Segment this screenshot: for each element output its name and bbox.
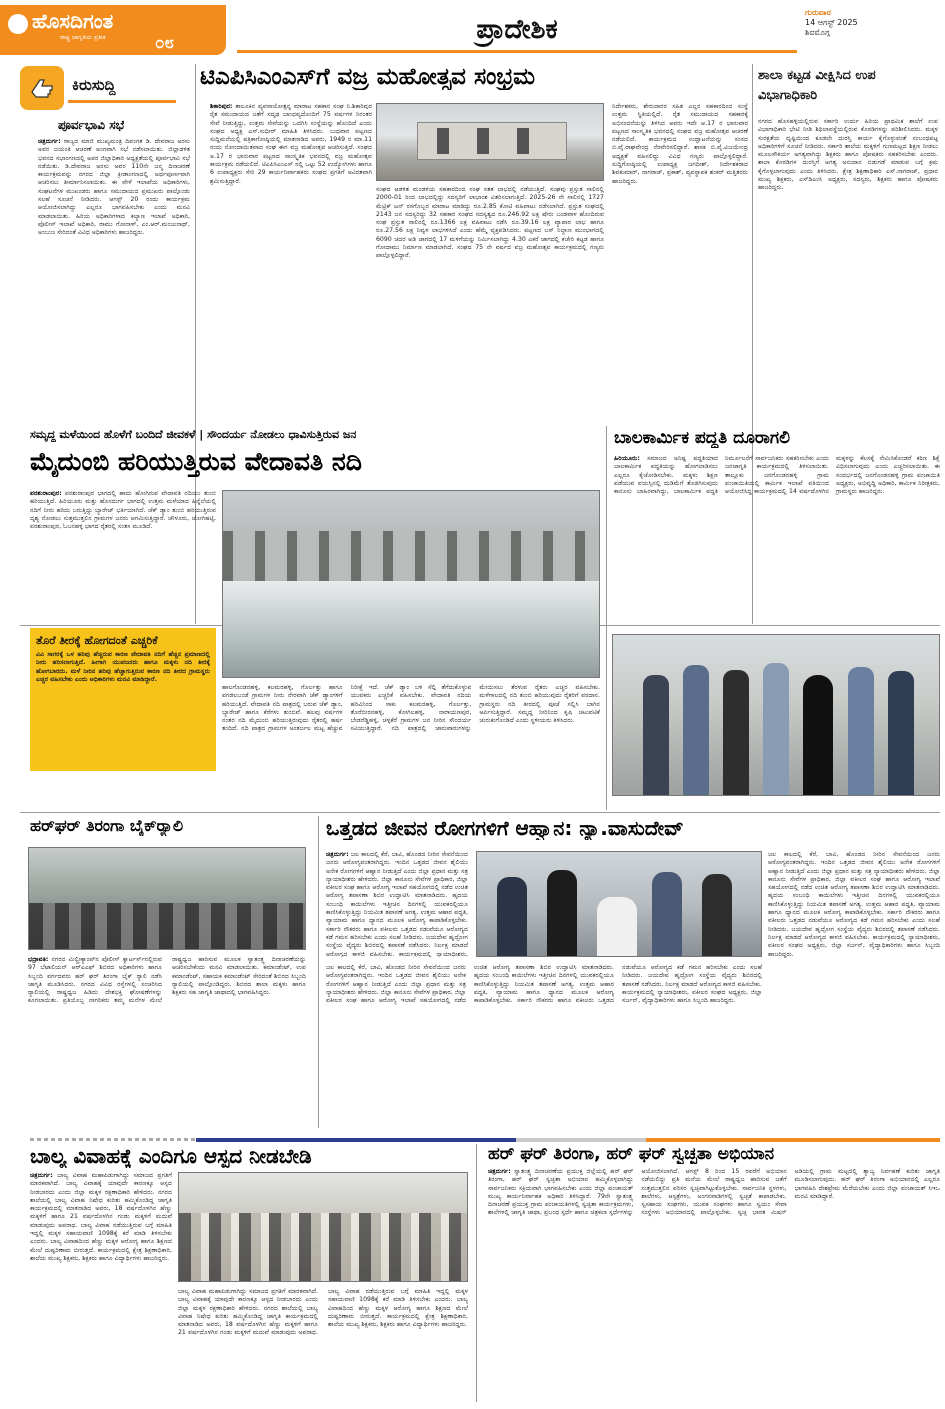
a2-body: ನಗರದ ಹೊಸಹಳ್ಳಿಯಲ್ಲಿರುವ ಸರ್ಕಾರಿ ಉರ್ದು ಹಿರಿಯ ಪ್ರಾಥಮಿಕ ಶಾಲೆಗೆ ಉಪ ವಿಭಾಗಾಧಿಕಾರಿ ಭೇಟಿ ನೀಡಿ ಶಿಥಿಲಾವಸ್ಥೆಯಲ್ಲಿರುವ ಕೊಠಡಿಗಳನ್ನು ಪರಿಶೀಲಿಸಿದರು. ಮಕ್ಕಳ ಸುರಕ್ಷತೆಯ ದೃಷ್ಟಿಯಿಂದ ಕೂಡಲೇ ದುರಸ್ತಿ ಕಾರ್ಯ ಕೈಗೊಳ್ಳುವಂತೆ ಸಂಬಂಧಪಟ್ಟ ಅಧಿಕಾರಿಗಳಿಗೆ ಸೂಚನೆ ನೀಡಿದರು. ಸರ್ಕಾರಿ ಶಾಲೆಯ ಮಕ್ಕಳಿಗೆ ಗುಣಮಟ್ಟದ ಶಿಕ್ಷಣ ನೀಡಲು ಮೂಲಸೌಕರ್ಯ ಅಗತ್ಯವಾಗಿದ್ದು ಶಿಕ್ಷಕರು ಹಾಗೂ ಪೋಷಕರು ಸಹಕರಿಸಬೇಕು ಎಂದರು. ಶಾಲಾ ಕೊಠಡಿಗಳ ದುರಸ್ತಿಗೆ ಅಗತ್ಯ ಅನುದಾನ ಬಿಡುಗಡೆ ಮಾಡುವ ಬಗ್ಗೆ ಕ್ರಮ ಕೈಗೊಳ್ಳಲಾಗುವುದು ಎಂದು ತಿಳಿಸಿದರು. ಕ್ಷೇತ್ರ ಶಿಕ್ಷಣಾಧಿಕಾರಿ ಎಸ್.ನಾಗರಾಜ್, ಪ್ರಧಾನ ಮುಖ್ಯ ಶಿಕ್ಷಕರು, ಎಸ್‌ಡಿಎಂಸಿ ಅಧ್ಯಕ್ಷರು, ಸದಸ್ಯರು, ಶಿಕ್ಷಕರು ಹಾಗೂ ಪೋಷಕರು ಹಾಜರಿದ್ದರು. <box>758 118 938 192</box>
a7-bottom: ಬಾಲ್ಯ ವಿವಾಹ ಮಹಾಪಿಡುಗಾಗಿದ್ದು ಸಮಾಜದ ಪ್ರಗತಿಗೆ ಮಾರಕವಾಗಿದೆ. ಬಾಲ್ಯ ವಿವಾಹಕ್ಕೆ ಯಾವುದೇ ಕಾರಣಕ್ಕೂ ಆಸ್ಪದ ನೀಡಬಾರದು ಎಂದು ಜಿಲ್ಲಾ ಮಕ್ಕಳ ರಕ್ಷಣಾಧಿಕಾರಿ ಹೇಳಿದರು. ನಗರದ ಶಾಲೆಯಲ್ಲಿ ಬಾಲ್ಯ ವಿವಾಹ ನಿಷೇಧ ಕುರಿತು ಹಮ್ಮಿಕೊಂಡಿದ್ದ ಜಾಗೃತಿ ಕಾರ್ಯಕ್ರಮದಲ್ಲಿ ಮಾತನಾಡಿದ ಅವರು, 18 ವರ್ಷದೊಳಗಿನ ಹೆಣ್ಣು ಮಕ್ಕಳಿಗೆ ಹಾಗೂ 21 ವರ್ಷದೊಳಗಿನ ಗಂಡು ಮಕ್ಕಳಿಗೆ ಮದುವೆ ಮಾಡುವುದು ಅಪರಾಧ. ಬಾಲ್ಯ ವಿವಾಹ ನಡೆಯುತ್ತಿರುವ ಬಗ್ಗೆ ಮಾಹಿತಿ ಇದ್ದಲ್ಲಿ ಮಕ್ಕಳ ಸಹಾಯವಾಣಿ 1098ಕ್ಕೆ ಕರೆ ಮಾಡಿ ತಿಳಿಸಬೇಕು ಎಂದರು. ಬಾಲ್ಯ ವಿವಾಹದಿಂದ ಹೆಣ್ಣು ಮಕ್ಕಳ ಆರೋಗ್ಯ ಹಾಗೂ ಶಿಕ್ಷಣದ ಮೇಲೆ ದುಷ್ಪರಿಣಾಮ ಬೀರುತ್ತದೆ. ಕಾರ್ಯಕ್ರಮದಲ್ಲಿ ಕ್ಷೇತ್ರ ಶಿಕ್ಷಣಾಧಿಕಾರಿ, ಶಾಲೆಯ ಮುಖ್ಯ ಶಿಕ್ಷಕರು, ಶಿಕ್ಷಕರು ಹಾಗೂ ವಿದ್ಯಾರ್ಥಿಗಳು ಹಾಜರಿದ್ದರು. <box>178 1288 468 1337</box>
dateline-box <box>805 8 940 53</box>
a4-body <box>614 455 940 630</box>
a3-warning-box <box>30 628 216 771</box>
a8-text: ಸ್ವಾತಂತ್ರ್ಯ ದಿನಾಚರಣೆಯ ಪ್ರಯುಕ್ತ ಜಿಲ್ಲೆಯಲ್ಲಿ ಹರ್ ಘರ್ ತಿರಂಗಾ, ಹರ್ ಘರ್ ಸ್ವಚ್ಛತಾ ಅಭಿಯಾನ ಹಮ್ಮಿಕೊಳ್ಳಲಾಗಿದ್ದು ಸಾರ್ವಜನಿಕರು ಸಕ್ರಿಯವಾಗಿ ಭಾಗವಹಿಸಬೇಕು ಎಂದು ಜಿಲ್ಲಾ ಪಂಚಾಯತ್ ಮುಖ್ಯ ಕಾರ್ಯನಿರ್ವಾಹಕ ಅಧಿಕಾರಿ ತಿಳಿಸಿದ್ದಾರೆ. 79ನೇ ಸ್ವಾತಂತ್ರ್ಯ ದಿನಾಚರಣೆ ಪ್ರಯುಕ್ತ ಗ್ರಾಮ ಪಂಚಾಯತಿಗಳಲ್ಲಿ ಸ್ವಚ್ಛತಾ ಕಾರ್ಯಕ್ರಮಗಳು, ಶಾಲೆಗಳಲ್ಲಿ ಜಾಗೃತಿ ಜಾಥಾ, ಪ್ರಬಂಧ ಸ್ಪರ್ಧೆ ಹಾಗೂ ಚಿತ್ರಕಲಾ ಸ್ಪರ್ಧೆಗಳನ್ನು ಆಯೋಜಿಸಲಾಗಿದೆ. ಆಗಸ್ಟ್ 8 ರಿಂದ 15 ರವರೆಗೆ ಅಭಿಯಾನ ನಡೆಯಲಿದ್ದು ಪ್ರತಿ ಮನೆಯ ಮೇಲೆ ರಾಷ್ಟ್ರಧ್ವಜ ಹಾರಿಸುವ ಜತೆಗೆ ಸುತ್ತಮುತ್ತಲಿನ ಪರಿಸರ ಸ್ವಚ್ಛವಾಗಿಟ್ಟುಕೊಳ್ಳಬೇಕು. ಸಾರ್ವಜನಿಕ ಸ್ಥಳಗಳು, ಶಾಲೆಗಳು, ಆಸ್ಪತ್ರೆಗಳು, ಅಂಗನವಾಡಿಗಳಲ್ಲಿ ಸ್ವಚ್ಛತೆ ಕಾಪಾಡಬೇಕು. ಸ್ವಸಹಾಯ ಸಂಘಗಳು, ಯುವಕ ಸಂಘಗಳು ಹಾಗೂ ಸ್ವಯಂ ಸೇವಾ ಸಂಸ್ಥೆಗಳು ಅಭಿಯಾನದಲ್ಲಿ ಪಾಲ್ಗೊಳ್ಳಬೇಕು. ಸ್ವಚ್ಛ ಭಾರತ ಮಿಷನ್ ಅಡಿಯಲ್ಲಿ ಗ್ರಾಮ ಮಟ್ಟದಲ್ಲಿ ತ್ಯಾಜ್ಯ ನಿರ್ವಹಣೆ ಕುರಿತು ಜಾಗೃತಿ ಮೂಡಿಸಲಾಗುವುದು. ಹರ್ ಘರ್ ತಿರಂಗಾ ಅಭಿಯಾನದಲ್ಲಿ ಎಲ್ಲರೂ ಭಾಗವಹಿಸಿ ದೇಶಪ್ರೇಮ ಮೆರೆಯಬೇಕು ಎಂದು ಜಿಲ್ಲಾ ಪಂಚಾಯತ್ ಸಿಇಒ ಮನವಿ ಮಾಡಿದ್ದಾರೆ. <box>488 1168 940 1217</box>
a1-headline: ಟಿಎಪಿಸಿಎಂಎಸ್‌ಗೆ ವಜ್ರ ಮಹೋತ್ಸವ ಸಂಭ್ರಮ <box>200 64 535 90</box>
a4-text: ಸಮಾಜದ ಅನಿಷ್ಟ ಪದ್ಧತಿಯಾದ ಬಾಲಕಾರ್ಮಿಕ ಪದ್ಧತಿಯನ್ನು ಹೋಗಲಾಡಿಸಲು ಎಲ್ಲರೂ ಕೈಜೋಡಿಸಬೇಕು. ಮಕ್ಕಳು ಶಿಕ್ಷಣ ಪಡೆಯುವ ವಯಸ್ಸಿನಲ್ಲಿ ದುಡಿಮೆಗೆ ತೊಡಗಿಸುವುದು ಕಾನೂನು ಬಾಹಿರವಾಗಿದ್ದು, ಬಾಲಕಾರ್ಮಿಕ ಪದ್ಧತಿ ನಿರ್ಮೂಲನೆಗೆ ಸಾರ್ವಜನಿಕರು ಸಹಕರಿಸಬೇಕು ಎಂದು ಜನಜಾಗೃತಿ ಕಾರ್ಯಕ್ರಮದಲ್ಲಿ ತಿಳಿಸಲಾಯಿತು. ತಾಲ್ಲೂಕು ಜನಗೊಂಡನಹಳ್ಳಿ ಗ್ರಾಮ ಪಂಚಾಯಿತಿಯಲ್ಲಿ ಕಾರ್ಮಿಕ ಇಲಾಖೆ ವತಿಯಿಂದ ಆಯೋಜಿಸಿದ್ದ ಕಾರ್ಯಕ್ರಮದಲ್ಲಿ 14 ವರ್ಷದೊಳಗಿನ ಮಕ್ಕಳನ್ನು ಕೆಲಸಕ್ಕೆ ನೇಮಿಸಿಕೊಂಡರೆ ಕಠಿಣ ಶಿಕ್ಷೆ ವಿಧಿಸಲಾಗುವುದು ಎಂದು ಎಚ್ಚರಿಸಲಾಯಿತು. ಈ ಸಂದರ್ಭದಲ್ಲಿ ಜನಗೊಂಡನಹಳ್ಳಿ ಗ್ರಾಮ ಪಂಚಾಯಿತಿ ಅಧ್ಯಕ್ಷರು, ಅಭಿವೃದ್ಧಿ ಅಧಿಕಾರಿ, ಕಾರ್ಮಿಕ ನಿರೀಕ್ಷಕರು, ಗ್ರಾಮಸ್ಥರು ಹಾಜರಿದ್ದರು. <box>614 455 940 496</box>
a6-photo <box>476 851 762 957</box>
a7-dateline: ಚಿತ್ರದುರ್ಗ: <box>30 1172 53 1179</box>
a6-bottom-cols: ಜಲ ಕಾಲದಲ್ಲಿ ಕೆರೆ, ಬಾವಿ, ಹೊಂಡದ ನೀರಿನ ಸೇವನೆಯಿಂದ ಜನರು ಆರೋಗ್ಯವಂತರಾಗಿದ್ದರು. ಇಂದಿನ ಒತ್ತಡದ ಜೀವನ ಶೈಲಿಯು ಅನೇಕ ರೋಗಗಳಿಗೆ ಆಹ್ವಾನ ನೀಡುತ್ತಿದೆ ಎಂದು ಜಿಲ್ಲಾ ಪ್ರಧಾನ ಮತ್ತು ಸತ್ರ ನ್ಯಾಯಾಧೀಶರು ಹೇಳಿದರು. ಜಿಲ್ಲಾ ಕಾನೂನು ಸೇವೆಗಳ ಪ್ರಾಧಿಕಾರ, ಜಿಲ್ಲಾ ವಕೀಲರ ಸಂಘ ಹಾಗೂ ಆರೋಗ್ಯ ಇಲಾಖೆ ಸಹಯೋಗದಲ್ಲಿ ನಡೆದ ಉಚಿತ ಆರೋಗ್ಯ ತಪಾಸಣಾ ಶಿಬಿರ ಉದ್ಘಾಟಿಸಿ ಮಾತನಾಡಿದರು. ಹೃದಯ ಸಂಬಂಧಿ ಕಾಯಿಲೆಗಳು ಇತ್ತೀಚಿನ ದಿನಗಳಲ್ಲಿ ಯುವಕರಲ್ಲಿಯೂ ಕಾಣಿಸಿಕೊಳ್ಳುತ್ತಿದ್ದು ನಿಯಮಿತ ತಪಾಸಣೆ ಅಗತ್ಯ. ಉತ್ತಮ ಆಹಾರ ಪದ್ಧತಿ, ವ್ಯಾಯಾಮ ಹಾಗೂ ಧ್ಯಾನದ ಮೂಲಕ ಆರೋಗ್ಯ ಕಾಪಾಡಿಕೊಳ್ಳಬೇಕು. ಸರ್ಕಾರಿ ನೌಕರರು ಹಾಗೂ ವಕೀಲರು ಒತ್ತಡದ ನಡುವೆಯೂ ಆರೋಗ್ಯದ ಕಡೆ ಗಮನ ಹರಿಸಬೇಕು ಎಂದು ಸಲಹೆ ನೀಡಿದರು. ಜಯದೇವ ಹೃದ್ರೋಗ ಸಂಸ್ಥೆಯ ವೈದ್ಯರು ಶಿಬಿರದಲ್ಲಿ ತಪಾಸಣೆ ನಡೆಸಿದರು. ನಿರ್ಲಕ್ಷ ಮಾಡದೆ ಆರೋಗ್ಯದ ಕಾಳಜಿ ವಹಿಸಬೇಕು. ಕಾರ್ಯಕ್ರಮದಲ್ಲಿ ನ್ಯಾಯಾಧೀಶರು, ವಕೀಲರ ಸಂಘದ ಅಧ್ಯಕ್ಷರು, ಜಿಲ್ಲಾ ಸರ್ಜನ್, ವೈದ್ಯಾಧಿಕಾರಿಗಳು ಹಾಗೂ ಸಿಬ್ಬಂದಿ ಹಾಜರಿದ್ದರು. <box>326 964 762 1005</box>
a3-lead-text: ಪರಶುರಾಂಪುರ ಭಾಗದಲ್ಲಿ ಹಾದು ಹೋಗಿರುವ ವೇದಾವತಿ ನದಿಯು ತುಂಬಿ ಹರಿಯುತ್ತಿದೆ. ಹಿರಿಯೂರು ಮತ್ತು ಹೊಸದುರ್ಗ ಭಾಗದಲ್ಲಿ ಉತ್ತಮ ಮಳೆಯಾದ ಹಿನ್ನೆಲೆಯಲ್ಲಿ ನದಿಗೆ ನೀರು ಹರಿದು ಬರುತ್ತಿದ್ದು ಬ್ಯಾರೇಜ್ ಭರ್ತಿಯಾಗಿದೆ. ಚೆಕ್ ಡ್ಯಾಂ ತುಂಬಿ ಹರಿಯುತ್ತಿರುವ ದೃಶ್ಯ ನೋಡಲು ಸುತ್ತಮುತ್ತಲಿನ ಗ್ರಾಮಗಳ ಜನರು ಆಗಮಿಸುತ್ತಿದ್ದಾರೆ. ಚೌಳೂರು, ಜೋಗಿಹಟ್ಟಿ, ಪರಶುರಾಂಪುರ, ಓಬನಹಳ್ಳಿ ಭಾಗದ ರೈತರಲ್ಲಿ ಸಂತಸ ಮೂಡಿದೆ. <box>30 490 216 531</box>
issue-city: ಶಿವಮೊಗ್ಗ <box>805 28 830 37</box>
page-number: ೦೮ <box>155 33 175 53</box>
a7-body <box>30 1172 172 1400</box>
a1-col1-text: ತಾಲೂಕಿನ ವ್ಯವಸಾಯೋತ್ಪನ್ನ ಮಾರಾಟ ಸಹಕಾರ ಸಂಘ ನಿ.ಶಿಕಾರಿಪುರ ರೈತ ಸಮುದಾಯದ ಜತೆಗೆ ಸದೃಢ ಬಾಂಧವ್ಯದೊಂದಿಗೆ 75 ವರ್ಷಗಳ ನಿರಂತರ ಸೇವೆ ನೀಡುತ್ತಿದ್ದು, ಉತ್ತಮ ಸೇವೆಯನ್ನು ಒದಗಿಸಿ ಸಂಸ್ಥೆಯನ್ನು ಹೊಂದಿದೆ ಎಂದು ಸಂಘದ ಅಧ್ಯಕ್ಷ ಎಸ್.ಸುಧೀರ್ ಮಾಹಿತಿ ತಿಳಿಸಿದರು. ಬುಧವಾರ ಪಟ್ಟಣದ ಸುದ್ದಿಮನೆಯಲ್ಲಿ ಪತ್ರಿಕಾಗೋಷ್ಠಿಯಲ್ಲಿ ಮಾತನಾಡಿದ ಅವರು, 1949 ರ ಮಾ.11 ರಂದು ನೋಂದಾಯಿತವಾದ ಸಂಘ ಈಗ ವಜ್ರ ಮಹೋತ್ಸವ ಆಚರಿಸುತ್ತಿದೆ. ಸಂಘದ ಅ.17 ರ ಭಾನುವಾರ ಪಟ್ಟಣದ ಸಾಂಸ್ಕೃತಿಕ ಭವನದಲ್ಲಿ ವಜ್ರ ಮಹೋತ್ಸವ ಕಾರ್ಯಕ್ರಮ ನಡೆಯಲಿದೆ. ಟಿಎಪಿಸಿಎಂಎಸ್ ನಲ್ಲಿ ಒಟ್ಟು 52 ಉದ್ಯೋಗಿಗಳು ಹಾಗೂ 6 ಉಪಾಧ್ಯಕ್ಷರು ಸೇರಿ 29 ಕಾರ್ಯನಿರ್ವಾಹಕರು ಸಂಘದ ಪ್ರಗತಿಗೆ ಅವಿರತವಾಗಿ ಶ್ರಮಿಸುತ್ತಿದ್ದಾರೆ. <box>210 103 372 185</box>
a5-dateline: ಭದ್ರಾವತಿ: <box>28 956 49 963</box>
a7-headline: ಬಾಲ್ಯ ವಿವಾಹಕ್ಕೆ ಎಂದಿಗೂ ಆಸ್ಪದ ನೀಡಬೇಡಿ <box>30 1144 312 1168</box>
paper-tagline: ರಾಷ್ಟ್ರ ಜಾಗೃತಿಯ ಪ್ರತೀಕ <box>60 34 106 41</box>
a1-photo <box>376 103 604 181</box>
a4-headline: ಬಾಲಕಾರ್ಮಿಕ ಪದ್ಧತಿ ದೂರಾಗಲಿ <box>614 428 790 448</box>
a7-photo <box>178 1172 468 1282</box>
hand-point-icon <box>20 66 64 110</box>
a5-body <box>28 956 306 1126</box>
a1-col2: ಸಂಘದ ಆಡಳಿತ ಮಂಡಳಿಯ ಸಹಕಾರದಿಂದ ಸಂಘ ಸತತ ಲಾಭದಲ್ಲಿ ನಡೆಯುತ್ತಿದೆ. ಸಂಘವು ಪ್ರಸ್ತುತ ಸಾಲಿನಲ್ಲಿ 2000-01 ರಿಂದ ಲಾಭದಲ್ಲಿದ್ದು ಸದಸ್ಯರಿಗೆ ಲಾಭಾಂಶ ವಿತರಿಸಲಾಗುತ್ತಿದೆ. 2025-26 ನೇ ಸಾಲಿನಲ್ಲಿ 1727 ಮೆಟ್ರಿಕ್ ಟನ್ ರಸಗೊಬ್ಬರ ಮಾರಾಟ ಮಾಡಿದ್ದು ರೂ.2.85 ಕೋಟಿ ವಹಿವಾಟು ನಡೆಸಲಾಗಿದೆ. ಪ್ರಸ್ತುತ ಸಂಘದಲ್ಲಿ 2143 ಜನ ಸದಸ್ಯರಿದ್ದು 32 ಸಹಕಾರ ಸಂಘದ ಸದಸ್ಯತ್ವದ ರೂ.246.92 ಲಕ್ಷ ಷೇರು ಬಂಡವಾಳ ಹೊಂದಿರುವ ಸಂಘ ಪ್ರಸ್ತುತ ಸಾಲಿನಲ್ಲಿ ರೂ.1366 ಲಕ್ಷ ವಹಿವಾಟು ನಡೆಸಿ ರೂ.39.16 ಲಕ್ಷ ವ್ಯಾಪಾರ ಲಾಭ ಹಾಗೂ ರೂ.27.56 ಲಕ್ಷ ನಿವ್ವಳ ಲಾಭಗಳಿಸಿದೆ ಎಂದು ಹೆಮ್ಮೆ ವ್ಯಕ್ತಪಡಿಸಿದರು. ಪಟ್ಟಣದ ಬಸ್ ನಿಲ್ದಾಣ ಮುಂಭಾಗದಲ್ಲಿ 6090 ಚದರ ಅಡಿ ಜಾಗದಲ್ಲಿ 17 ಮಳಿಗೆಯನ್ನು ನಿರ್ಮಿಸಲಾಗಿದ್ದು 4.30 ಎಕರೆ ಜಾಗದಲ್ಲಿ ಕಚೇರಿ ಕಟ್ಟಡ ಹಾಗೂ ಗೋದಾಮು ನಿರ್ಮಾಣ ಮಾಡಲಾಗಿದೆ. ಸಂಘದ 75 ನೇ ವರ್ಷದ ವಜ್ರ ಮಹೋತ್ಸವ ಕಾರ್ಯಕ್ರಮದಲ್ಲಿ ಗಣ್ಯರು ಪಾಲ್ಗೊಳ್ಳಲಿದ್ದಾರೆ. <box>376 186 604 260</box>
a5-text: ನಗರದ ಮಿಲ್ಟ್ರೀಕ್ಯಾಂಪ್‌ನ ಪೊಲೀಸ್ ಕ್ವಾರ್ಟರ್ಸ್‌ನಲ್ಲಿರುವ 97 ಬೆಟಾಲಿಯನ್ ಆರ್‌ಎಎಫ್ ಶಿಬಿರದ ಅಧಿಕಾರಿಗಳು ಹಾಗೂ ಸಿಬ್ಬಂದಿ ವರ್ಗದವರು ಹರ್ ಘರ್ ತಿರಂಗಾ ಬೈಕ್ ರ್‍ಯಾಲಿ ನಡೆಸಿ ಜಾಗೃತಿ ಮೂಡಿಸಿದರು. ನಗರದ ವಿವಿಧ ರಸ್ತೆಗಳಲ್ಲಿ ಸಂಚರಿಸಿದ ರ್‍ಯಾಲಿಯಲ್ಲಿ ರಾಷ್ಟ್ರಧ್ವಜ ಹಿಡಿದು ದೇಶಭಕ್ತಿ ಘೋಷಣೆಗಳನ್ನು ಕೂಗಲಾಯಿತು. ಪ್ರತಿಯೊಬ್ಬ ನಾಗರಿಕರು ತಮ್ಮ ಮನೆಗಳ ಮೇಲೆ ರಾಷ್ಟ್ರಧ್ವಜ ಹಾರಿಸುವ ಮೂಲಕ ಸ್ವಾತಂತ್ರ್ಯ ದಿನಾಚರಣೆಯನ್ನು ಆಚರಿಸಬೇಕೆಂದು ಮನವಿ ಮಾಡಲಾಯಿತು. ಕಮಾಂಡೆಂಟ್, ಉಪ ಕಮಾಂಡೆಂಟ್, ಸಹಾಯಕ ಕಮಾಂಡೆಂಟ್ ಸೇರಿದಂತೆ ಶಿಬಿರದ ಸಿಬ್ಬಂದಿ ರ್‍ಯಾಲಿಯಲ್ಲಿ ಪಾಲ್ಗೊಂಡಿದ್ದರು. ಶಿಬಿರದ ಶಾಲಾ ಮಕ್ಕಳು ಹಾಗೂ ಶಿಕ್ಷಕರು ಸಹ ಜಾಗೃತಿ ಜಾಥಾದಲ್ಲಿ ಭಾಗವಹಿಸಿದ್ದರು. <box>28 956 306 1005</box>
a3-box-head: ತೊರೆ ತೀರಕ್ಕೆ ಹೋಗದಂತೆ ಎಚ್ಚರಿಕೆ <box>36 634 158 647</box>
rule-blue <box>196 1138 516 1142</box>
a8-body <box>488 1168 940 1400</box>
a8-headline: ಹರ್ ಘರ್ ತಿರಂಗಾ, ಹರ್ ಘರ್ ಸ್ವಚ್ಛತಾ ಅಭಿಯಾನ <box>488 1144 775 1164</box>
issue-date: 14 ಆಗಸ್ಟ್ 2025 <box>805 18 858 27</box>
a5-rally-photo <box>28 847 306 950</box>
a4-photo <box>612 634 940 796</box>
paper-name: ಹೊಸದಿಗಂತ <box>32 9 114 33</box>
kiru-rule <box>68 100 176 103</box>
a6-lead <box>326 851 468 957</box>
a3-lead <box>30 490 216 620</box>
kiru-head: ಪೂರ್ವಭಾವಿ ಸಭೆ <box>58 118 125 132</box>
a5-headline: ಹರ್‌ಘರ್ ತಿರಂಗಾ ಬೈಕ್‌ರ್‍ಯಾಲಿ <box>30 816 184 835</box>
a7-text: ಬಾಲ್ಯ ವಿವಾಹ ಮಹಾಪಿಡುಗಾಗಿದ್ದು ಸಮಾಜದ ಪ್ರಗತಿಗೆ ಮಾರಕವಾಗಿದೆ. ಬಾಲ್ಯ ವಿವಾಹಕ್ಕೆ ಯಾವುದೇ ಕಾರಣಕ್ಕೂ ಆಸ್ಪದ ನೀಡಬಾರದು ಎಂದು ಜಿಲ್ಲಾ ಮಕ್ಕಳ ರಕ್ಷಣಾಧಿಕಾರಿ ಹೇಳಿದರು. ನಗರದ ಶಾಲೆಯಲ್ಲಿ ಬಾಲ್ಯ ವಿವಾಹ ನಿಷೇಧ ಕುರಿತು ಹಮ್ಮಿಕೊಂಡಿದ್ದ ಜಾಗೃತಿ ಕಾರ್ಯಕ್ರಮದಲ್ಲಿ ಮಾತನಾಡಿದ ಅವರು, 18 ವರ್ಷದೊಳಗಿನ ಹೆಣ್ಣು ಮಕ್ಕಳಿಗೆ ಹಾಗೂ 21 ವರ್ಷದೊಳಗಿನ ಗಂಡು ಮಕ್ಕಳಿಗೆ ಮದುವೆ ಮಾಡುವುದು ಅಪರಾಧ. ಬಾಲ್ಯ ವಿವಾಹ ನಡೆಯುತ್ತಿರುವ ಬಗ್ಗೆ ಮಾಹಿತಿ ಇದ್ದಲ್ಲಿ ಮಕ್ಕಳ ಸಹಾಯವಾಣಿ 1098ಕ್ಕೆ ಕರೆ ಮಾಡಿ ತಿಳಿಸಬೇಕು ಎಂದರು. ಬಾಲ್ಯ ವಿವಾಹದಿಂದ ಹೆಣ್ಣು ಮಕ್ಕಳ ಆರೋಗ್ಯ ಹಾಗೂ ಶಿಕ್ಷಣದ ಮೇಲೆ ದುಷ್ಪರಿಣಾಮ ಬೀರುತ್ತದೆ. ಕಾರ್ಯಕ್ರಮದಲ್ಲಿ ಕ್ಷೇತ್ರ ಶಿಕ್ಷಣಾಧಿಕಾರಿ, ಶಾಲೆಯ ಮುಖ್ಯ ಶಿಕ್ಷಕರು, ಶಿಕ್ಷಕರು ಹಾಗೂ ವಿದ್ಯಾರ್ಥಿಗಳು ಹಾಜರಿದ್ದರು. <box>30 1172 172 1262</box>
a1-dateline: ಶಿಕಾರಿಪುರ: <box>210 103 233 110</box>
a3-headline: ಮೈದುಂಬಿ ಹರಿಯುತ್ತಿರುವ ವೇದಾವತಿ ನದಿ <box>30 447 362 476</box>
a3-box-body: ವಿವಿ ಸಾಗರಕ್ಕೆ ಒಳ ಹರಿವು ಹೆಚ್ಚಿರುವ ಕಾರಣ ವೇದಾವತಿ ನದಿಗೆ ಹೆಚ್ಚಿನ ಪ್ರಮಾಣದಲ್ಲಿ ನೀರು ಹರಿಸಲಾಗುತ್ತಿದೆ. ಹೀಗಾಗಿ ಯುವಜನರು ಹಾಗೂ ಮಕ್ಕಳು ನದಿ ತೀರಕ್ಕೆ ಹೋಗಬಾರದು. ಮಳೆ ನೀರಿನ ಹರಿವು ಹೆಚ್ಚಾಗುತ್ತಿರುವ ಕಾರಣ ನದಿ ತೀರದ ಗ್ರಾಮಸ್ಥರು ಎಚ್ಚರ ವಹಿಸಬೇಕು ಎಂದು ಅಧಿಕಾರಿಗಳು ಮನವಿ ಮಾಡಿದ್ದಾರೆ. <box>36 651 210 683</box>
section-title: ಪ್ರಾದೇಶಿಕ <box>476 14 558 45</box>
a6-dateline: ಚಿತ್ರದುರ್ಗ: <box>326 851 349 858</box>
a6-right-col: ಜಲ ಕಾಲದಲ್ಲಿ ಕೆರೆ, ಬಾವಿ, ಹೊಂಡದ ನೀರಿನ ಸೇವನೆಯಿಂದ ಜನರು ಆರೋಗ್ಯವಂತರಾಗಿದ್ದರು. ಇಂದಿನ ಒತ್ತಡದ ಜೀವನ ಶೈಲಿಯು ಅನೇಕ ರೋಗಗಳಿಗೆ ಆಹ್ವಾನ ನೀಡುತ್ತಿದೆ ಎಂದು ಜಿಲ್ಲಾ ಪ್ರಧಾನ ಮತ್ತು ಸತ್ರ ನ್ಯಾಯಾಧೀಶರು ಹೇಳಿದರು. ಜಿಲ್ಲಾ ಕಾನೂನು ಸೇವೆಗಳ ಪ್ರಾಧಿಕಾರ, ಜಿಲ್ಲಾ ವಕೀಲರ ಸಂಘ ಹಾಗೂ ಆರೋಗ್ಯ ಇಲಾಖೆ ಸಹಯೋಗದಲ್ಲಿ ನಡೆದ ಉಚಿತ ಆರೋಗ್ಯ ತಪಾಸಣಾ ಶಿಬಿರ ಉದ್ಘಾಟಿಸಿ ಮಾತನಾಡಿದರು. ಹೃದಯ ಸಂಬಂಧಿ ಕಾಯಿಲೆಗಳು ಇತ್ತೀಚಿನ ದಿನಗಳಲ್ಲಿ ಯುವಕರಲ್ಲಿಯೂ ಕಾಣಿಸಿಕೊಳ್ಳುತ್ತಿದ್ದು ನಿಯಮಿತ ತಪಾಸಣೆ ಅಗತ್ಯ. ಉತ್ತಮ ಆಹಾರ ಪದ್ಧತಿ, ವ್ಯಾಯಾಮ ಹಾಗೂ ಧ್ಯಾನದ ಮೂಲಕ ಆರೋಗ್ಯ ಕಾಪಾಡಿಕೊಳ್ಳಬೇಕು. ಸರ್ಕಾರಿ ನೌಕರರು ಹಾಗೂ ವಕೀಲರು ಒತ್ತಡದ ನಡುವೆಯೂ ಆರೋಗ್ಯದ ಕಡೆ ಗಮನ ಹರಿಸಬೇಕು ಎಂದು ಸಲಹೆ ನೀಡಿದರು. ಜಯದೇವ ಹೃದ್ರೋಗ ಸಂಸ್ಥೆಯ ವೈದ್ಯರು ಶಿಬಿರದಲ್ಲಿ ತಪಾಸಣೆ ನಡೆಸಿದರು. ನಿರ್ಲಕ್ಷ ಮಾಡದೆ ಆರೋಗ್ಯದ ಕಾಳಜಿ ವಹಿಸಬೇಕು. ಕಾರ್ಯಕ್ರಮದಲ್ಲಿ ನ್ಯಾಯಾಧೀಶರು, ವಕೀಲರ ಸಂಘದ ಅಧ್ಯಕ್ಷರು, ಜಿಲ್ಲಾ ಸರ್ಜನ್, ವೈದ್ಯಾಧಿಕಾರಿಗಳು ಹಾಗೂ ಸಿಬ್ಬಂದಿ ಹಾಜರಿದ್ದರು. <box>768 851 940 958</box>
kiru-text: ರಾಜ್ಯದ ಮಾಜಿ ಮುಖ್ಯಮಂತ್ರಿ ದಿವಂಗತ ಡಿ. ದೇವರಾಜ ಅರಸು ಅವರ ಜಯಂತಿ ಆಚರಣೆ ಅಂಗವಾಗಿ ಸಭೆ ನಡೆಸಲಾಯಿತು. ಜಿಲ್ಲಾಡಳಿತ ಭವನದ ಸಭಾಂಗಣದಲ್ಲಿ ಅಪರ ಜಿಲ್ಲಾಧಿಕಾರಿ ಅಧ್ಯಕ್ಷತೆಯಲ್ಲಿ ಪೂರ್ವಭಾವಿ ಸಭೆ ನಡೆಯಿತು. ಡಿ.ದೇವರಾಜ ಅರಸು ಅವರ 110ನೇ ಜನ್ಮ ದಿನಾಚರಣೆ ಕಾರ್ಯಕ್ರಮವನ್ನು ನಗರದ ಜಿಲ್ಲಾ ಕ್ರೀಡಾಂಗಣದಲ್ಲಿ ಅರ್ಥಪೂರ್ಣವಾಗಿ ಆಚರಿಸಲು ತೀರ್ಮಾನಿಸಲಾಯಿತು. ಈ ವೇಳೆ ಇಲಾಖೆಯ ಅಧಿಕಾರಿಗಳು, ಸಂಘಟನೆಗಳ ಮುಖಂಡರು ಹಾಗೂ ಸಮುದಾಯದ ಪ್ರಮುಖರು ಪಾಲ್ಗೊಂಡು ಸಲಹೆ ಸೂಚನೆ ನೀಡಿದರು. ಆಗಸ್ಟ್ 20 ರಂದು ಕಾರ್ಯಕ್ರಮ ಆಯೋಜಿಸಲಾಗಿದ್ದು ಎಲ್ಲರೂ ಭಾಗವಹಿಸಬೇಕು ಎಂದು ಮನವಿ ಮಾಡಲಾಯಿತು. ಹಿರಿಯ ಅಧಿಕಾರಿಗಳಾದ ಕಲ್ಯಾಣ ಇಲಾಖೆ ಅಧಿಕಾರಿ, ಪೊಲೀಸ್ ಇಲಾಖೆ ಅಧಿಕಾರಿ, ರಾಮು ಗೋನಾಳ್, ಎಂ.ಆರ್.ಮಂಜುನಾಥ್, ಅಂಬುಜ ಸೇರಿದಂತೆ ವಿವಿಧ ಅಧಿಕಾರಿಗಳು ಹಾಜರಿದ್ದರು. <box>38 138 190 237</box>
a3-dam-photo <box>222 490 600 678</box>
a3-bottom-body: ಹಾಲಗೊಂಡನಹಳ್ಳಿ, ಕಲಮರಹಳ್ಳಿ, ಗೊರ್ಲತ್ತು ಹಾಗೂ ಪಗಡಲಬಂಡೆ ಗ್ರಾಮಗಳ ನೀರು ನೇರವಾಗಿ ಚೆಕ್ ಡ್ಯಾಂಗಳಿಗೆ ಹರಿಯುತ್ತಿದೆ. ವೇದಾವತಿ ನದಿ ಪಾತ್ರದಲ್ಲಿ ಬರುವ ಚೆಕ್ ಡ್ಯಾಂ, ಬ್ಯಾರೇಜ್ ಹಾಗೂ ಕೆರೆಗಳು ತುಂಬಿವೆ. ಹಲವು ವರ್ಷಗಳ ನಂತರ ನದಿ ಮೈದುಂಬಿ ಹರಿಯುತ್ತಿರುವುದು ರೈತರಲ್ಲಿ ಹರ್ಷ ತಂದಿದೆ. ನದಿ ಪಾತ್ರದ ಗ್ರಾಮಗಳ ಅಂತರ್ಜಲ ಮಟ್ಟ ಹೆಚ್ಚುವ ನಿರೀಕ್ಷೆ ಇದೆ. ಚೆಕ್ ಡ್ಯಾಂ ಬಳಿ ಸೆಲ್ಫಿ ತೆಗೆದುಕೊಳ್ಳುವ ಯುವಕರು ಎಚ್ಚರಿಕೆ ವಹಿಸಬೇಕು. ವೇದಾವತಿ ನದಿಯ ಹರಿವಿನಿಂದ ಸಾಕು ಕಲಮರಹಳ್ಳಿ, ಗೊರ್ಲತ್ತು, ತೊರೆಬೀರನಹಳ್ಳಿ, ಕೋಗಿಲಹಳ್ಳಿ, ನಾರಾಯಣಪುರ, ಬೇಡರೆಡ್ಡಿಹಳ್ಳಿ, ಚಳ್ಳಕೆರೆ ಗ್ರಾಮಗಳ ಜನ ನೀರಿನ ಸೌಂದರ್ಯ ಸವಿಯುತ್ತಿದ್ದಾರೆ. ನದಿ ಪಾತ್ರದಲ್ಲಿ ಜಾನುವಾರುಗಳನ್ನು ಮೇಯಿಸಲು ತೆರಳುವ ರೈತರು ಎಚ್ಚರ ವಹಿಸಬೇಕು. ಮಳೆಗಾಲದಲ್ಲಿ ನದಿ ತುಂಬಿ ಹರಿಯುವುದು ರೈತರಿಗೆ ವರದಾನ. ಗ್ರಾಮಸ್ಥರು ನದಿ ತೀರದಲ್ಲಿ ಪೂಜೆ ಸಲ್ಲಿಸಿ ಬಾಗಿನ ಅರ್ಪಿಸುತ್ತಿದ್ದಾರೆ. ಸಮೃದ್ಧ ನೀರಿನಿಂದ ಕೃಷಿ ಚಟುವಟಿಕೆ ಚುರುಕುಗೊಂಡಿದೆ ಎಂದು ಸ್ಥಳೀಯರು ತಿಳಿಸಿದರು. <box>222 684 600 733</box>
a1-col3: ನಿರ್ದೇಶಕರು, ಶೇರುದಾರರ ಸಹಿತ ಎಲ್ಲರ ಸಹಕಾರದಿಂದ ಸಂಸ್ಥೆ ಉತ್ತಮ ಸ್ಥಿತಿಯಲ್ಲಿದೆ. ರೈತ ಸಮುದಾಯದ ಸಹಕಾರಕ್ಕೆ ಅಭಿನಂದನೆಯನ್ನು ತಿಳಿಸಿದ ಅವರು ಇದೇ ಆ.17 ರ ಭಾನುವಾರ ಪಟ್ಟಣದ ಸಾಂಸ್ಕೃತಿಕ ಭವನದಲ್ಲಿ ಸಂಘದ ವಜ್ರ ಮಹೋತ್ಸವ ಆಚರಣೆ ನಡೆಯಲಿದೆ. ಕಾರ್ಯಕ್ರಮದ ಉದ್ಘಾಟನೆಯನ್ನು ಸಂಸದ ಬಿ.ವೈ.ರಾಘವೇಂದ್ರ ನೆರವೇರಿಸಲಿದ್ದಾರೆ. ಶಾಸಕ ಬಿ.ವೈ.ವಿಜಯೇಂದ್ರ ಅಧ್ಯಕ್ಷತೆ ವಹಿಸಲಿದ್ದು ವಿವಿಧ ಗಣ್ಯರು ಪಾಲ್ಗೊಳ್ಳಲಿದ್ದಾರೆ. ಸುದ್ದಿಗೋಷ್ಠಿಯಲ್ಲಿ ಉಪಾಧ್ಯಕ್ಷ ಜಗದೀಶ್, ನಿರ್ದೇಶಕರಾದ ಶಿವಕುಮಾರ್, ನಾಗರಾಜ್, ಪ್ರಕಾಶ್, ವ್ಯವಸ್ಥಾಪಕ ಶಂಕರ್ ಮತ್ತಿತರರು ಹಾಜರಿದ್ದರು. <box>612 103 748 185</box>
masthead-logo <box>0 5 226 55</box>
issue-day: ಗುರುವಾರ <box>805 8 831 17</box>
kiru-suddi-banner <box>20 66 180 110</box>
a4-dateline: ಹಿರಿಯೂರು: <box>614 455 640 462</box>
a8-dateline: ಚಿತ್ರದುರ್ಗ: <box>488 1168 511 1175</box>
a2-headline: ಶಾಲಾ ಕಟ್ಟಡ ವೀಕ್ಷಿಸಿದ ಉಪ ವಿಭಾಗಾಧಿಕಾರಿ <box>758 68 876 103</box>
section-header <box>237 8 797 53</box>
a3-dateline: ಪರಶುರಾಂಪುರ: <box>30 490 62 497</box>
a3-kicker: ಸಮೃದ್ಧ ಮಳೆಯಿಂದ ಹೊಳೆಗೆ ಬಂದಿದೆ ಜೀವಕಳೆ | ಸೌಂದರ್ಯ ನೋಡಲು ಧಾವಿಸುತ್ತಿರುವ ಜನ <box>30 428 357 441</box>
kiru-dateline: ಚಿತ್ರದುರ್ಗ: <box>38 138 61 145</box>
kiru-suddi-label: ಕಿರುಸುದ್ದಿ <box>72 76 116 94</box>
emblem-icon <box>8 14 28 34</box>
a6-lead-text: ಜಲ ಕಾಲದಲ್ಲಿ ಕೆರೆ, ಬಾವಿ, ಹೊಂಡದ ನೀರಿನ ಸೇವನೆಯಿಂದ ಜನರು ಆರೋಗ್ಯವಂತರಾಗಿದ್ದರು. ಇಂದಿನ ಒತ್ತಡದ ಜೀವನ ಶೈಲಿಯು ಅನೇಕ ರೋಗಗಳಿಗೆ ಆಹ್ವಾನ ನೀಡುತ್ತಿದೆ ಎಂದು ಜಿಲ್ಲಾ ಪ್ರಧಾನ ಮತ್ತು ಸತ್ರ ನ್ಯಾಯಾಧೀಶರು ಹೇಳಿದರು. ಜಿಲ್ಲಾ ಕಾನೂನು ಸೇವೆಗಳ ಪ್ರಾಧಿಕಾರ, ಜಿಲ್ಲಾ ವಕೀಲರ ಸಂಘ ಹಾಗೂ ಆರೋಗ್ಯ ಇಲಾಖೆ ಸಹಯೋಗದಲ್ಲಿ ನಡೆದ ಉಚಿತ ಆರೋಗ್ಯ ತಪಾಸಣಾ ಶಿಬಿರ ಉದ್ಘಾಟಿಸಿ ಮಾತನಾಡಿದರು. ಹೃದಯ ಸಂಬಂಧಿ ಕಾಯಿಲೆಗಳು ಇತ್ತೀಚಿನ ದಿನಗಳಲ್ಲಿ ಯುವಕರಲ್ಲಿಯೂ ಕಾಣಿಸಿಕೊಳ್ಳುತ್ತಿದ್ದು ನಿಯಮಿತ ತಪಾಸಣೆ ಅಗತ್ಯ. ಉತ್ತಮ ಆಹಾರ ಪದ್ಧತಿ, ವ್ಯಾಯಾಮ ಹಾಗೂ ಧ್ಯಾನದ ಮೂಲಕ ಆರೋಗ್ಯ ಕಾಪಾಡಿಕೊಳ್ಳಬೇಕು. ಸರ್ಕಾರಿ ನೌಕರರು ಹಾಗೂ ವಕೀಲರು ಒತ್ತಡದ ನಡುವೆಯೂ ಆರೋಗ್ಯದ ಕಡೆ ಗಮನ ಹರಿಸಬೇಕು ಎಂದು ಸಲಹೆ ನೀಡಿದರು. ಜಯದೇವ ಹೃದ್ರೋಗ ಸಂಸ್ಥೆಯ ವೈದ್ಯರು ಶಿಬಿರದಲ್ಲಿ ತಪಾಸಣೆ ನಡೆಸಿದರು. ನಿರ್ಲಕ್ಷ ಮಾಡದೆ ಆರೋಗ್ಯದ ಕಾಳಜಿ ವಹಿಸಬೇಕು. ಕಾರ್ಯಕ್ರಮದಲ್ಲಿ ನ್ಯಾಯಾಧೀಶರು, <box>326 851 468 957</box>
rule-orange <box>646 1138 940 1142</box>
a6-headline: ಒತ್ತಡದ ಜೀವನ ರೋಗಗಳಿಗೆ ಆಹ್ವಾನ: ನ್ಯಾ.ವಾಸುದೇವ್ <box>326 816 684 840</box>
